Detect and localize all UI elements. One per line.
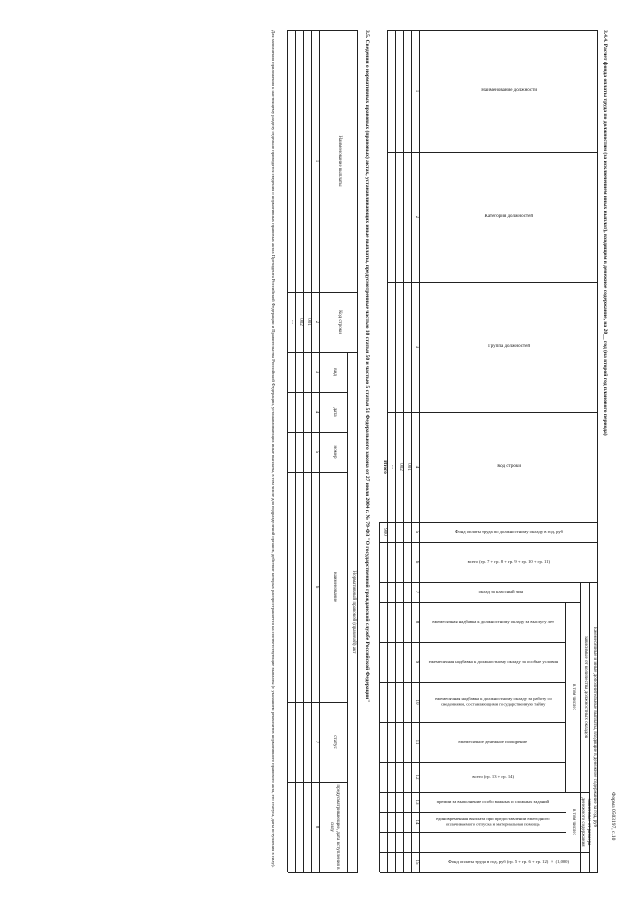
s35-colnum-2: 2 bbox=[314, 320, 319, 324]
header-position-name: Наименование должности bbox=[481, 88, 537, 93]
colnum-12: 12 bbox=[414, 774, 419, 780]
form-code: Форма 0503197, с.10 bbox=[610, 792, 616, 841]
s35-colnum-4: 4 bbox=[314, 410, 319, 414]
s35-colnum-5: 5 bbox=[314, 450, 319, 454]
header-salary-fund: Фонд оплаты труда по должностному окладу в год, руб bbox=[454, 529, 564, 535]
row-code-001: 001 bbox=[406, 463, 411, 471]
header-in-that-b: в том числе: bbox=[571, 808, 577, 836]
s35-colnum-3: 3 bbox=[314, 370, 319, 374]
s35-header-name: Наименование выплаты bbox=[337, 135, 342, 187]
header-in-that-a: в том числе: bbox=[571, 683, 577, 711]
header-extra-payments-group: Ежемесячные и иные дополнительные выплаты, входящие в денежное содержание за год, руб bbox=[592, 626, 597, 828]
s35-header-extra: предусматривающие, дата вступления в силу bbox=[329, 784, 340, 870]
header-col11: ежемесячное денежное поощрение bbox=[458, 739, 528, 745]
s35-header-date: дата bbox=[332, 407, 337, 417]
s35-colnum-6: 6 bbox=[314, 585, 319, 589]
rotated-form-sheet bbox=[20, 22, 620, 882]
colnum-11: 11 bbox=[414, 739, 419, 745]
colnum-3: 3 bbox=[414, 345, 419, 349]
colnum-6: 6 bbox=[414, 560, 419, 564]
header-col13: премии за выполнение особо важных и сложных заданий bbox=[436, 799, 550, 805]
s35-header-number: номер bbox=[332, 445, 337, 459]
s35-header-type: вид bbox=[332, 368, 337, 376]
s35-row-code-001: 001 bbox=[306, 318, 311, 326]
header-col14: единовременная выплата при предоставлении ежегодного оплачиваемого отпуска и материальная помощь bbox=[436, 816, 550, 827]
colnum-5: 5 bbox=[414, 530, 419, 534]
header-col10: ежемесячная надбавка к должностному окладу за работу со сведениями, составляющими государственную тайну bbox=[434, 696, 552, 707]
row-code-002: 002 bbox=[398, 463, 403, 471]
colnum-4: 4 bbox=[414, 465, 419, 469]
colnum-7: 7 bbox=[414, 590, 419, 594]
header-group-b: зависимые от размера денежного содержания bbox=[580, 797, 592, 847]
header-row-code: Код строки bbox=[497, 464, 521, 469]
colnum-2: 2 bbox=[414, 215, 419, 219]
s35-header-code: Код строки bbox=[337, 310, 342, 334]
s35-header-title: наименование bbox=[332, 571, 337, 603]
header-col9: ежемесячная надбавка к должностному окладу за особые условия bbox=[428, 659, 558, 665]
section-341-title: 3.4.4. Расчет фонда оплаты труда по должностям (за исключением иных выплат), входящим в денежное содержание, на 20__ год (на второй год планового периода) bbox=[602, 30, 608, 436]
section-35-title: 3.5. Сведения о нормативных правовых (правовых) актах, устанавливающих иные выплаты, предусмотренные частью 10 статьи 50 и частью 5 статьи 51 Федерального закона от 27 июля 2004 г. № 79-ФЗ "О государственной гражданской службе Российской Федерации" bbox=[364, 30, 370, 703]
header-col8: ежемесячная надбавка к должностному окладу за выслугу лет bbox=[432, 619, 554, 625]
footnote: Для заполнения приложения к настоящему разделу отдельно приводятся сведения о нормативных правовых актах Президента Российской Федерации и Правительства Российской Федерации, устанавливающих иные выплаты, в том числе для подразделений органов, действие которых распространяется на соответствующие выплаты (с указанием реквизитов нормативного правового акта, его статуса, даты вступления в силу). bbox=[271, 30, 276, 868]
colnum-1: 1 bbox=[414, 89, 419, 93]
header-col12: всего (гр. 13 + гр. 14) bbox=[472, 774, 514, 780]
row-code-dots: … bbox=[390, 464, 395, 470]
header-position-group: Группа должностей bbox=[488, 344, 530, 349]
header-col7: оклад за классный чин bbox=[478, 589, 523, 595]
header-group-a: зависимые от количества должностных окладов bbox=[583, 635, 589, 739]
header-total-a: всего (гр. 7 + гр. 8 + гр. 9 + гр. 10 + гр. 11) bbox=[467, 559, 551, 565]
total-label: Итого bbox=[382, 460, 387, 474]
s35-row-code-dots: … bbox=[290, 319, 295, 325]
total-code: 900 bbox=[382, 528, 387, 536]
colnum-10: 10 bbox=[414, 699, 419, 705]
s35-colnum-7: 7 bbox=[314, 740, 319, 744]
s35-row-code-002: 002 bbox=[298, 318, 303, 326]
header-position-category: Категория должностей bbox=[484, 214, 534, 219]
colnum-9: 9 bbox=[414, 660, 419, 664]
s35-header-status: статус bbox=[332, 735, 337, 749]
header-col15: Фонд оплаты труда в год, руб (гр. 5 + гр. 6 + гр. 12) × (1,000) bbox=[448, 859, 570, 865]
s35-colnum-8: 8 bbox=[314, 825, 319, 829]
s35-colnum-1: 1 bbox=[314, 159, 319, 163]
colnum-15: 15 bbox=[414, 859, 419, 865]
colnum-8: 8 bbox=[414, 620, 419, 624]
colnum-13: 13 bbox=[414, 799, 419, 805]
colnum-14: 14 bbox=[414, 819, 419, 825]
s35-header-act: Нормативный правовой (правовой) акт bbox=[351, 570, 356, 654]
